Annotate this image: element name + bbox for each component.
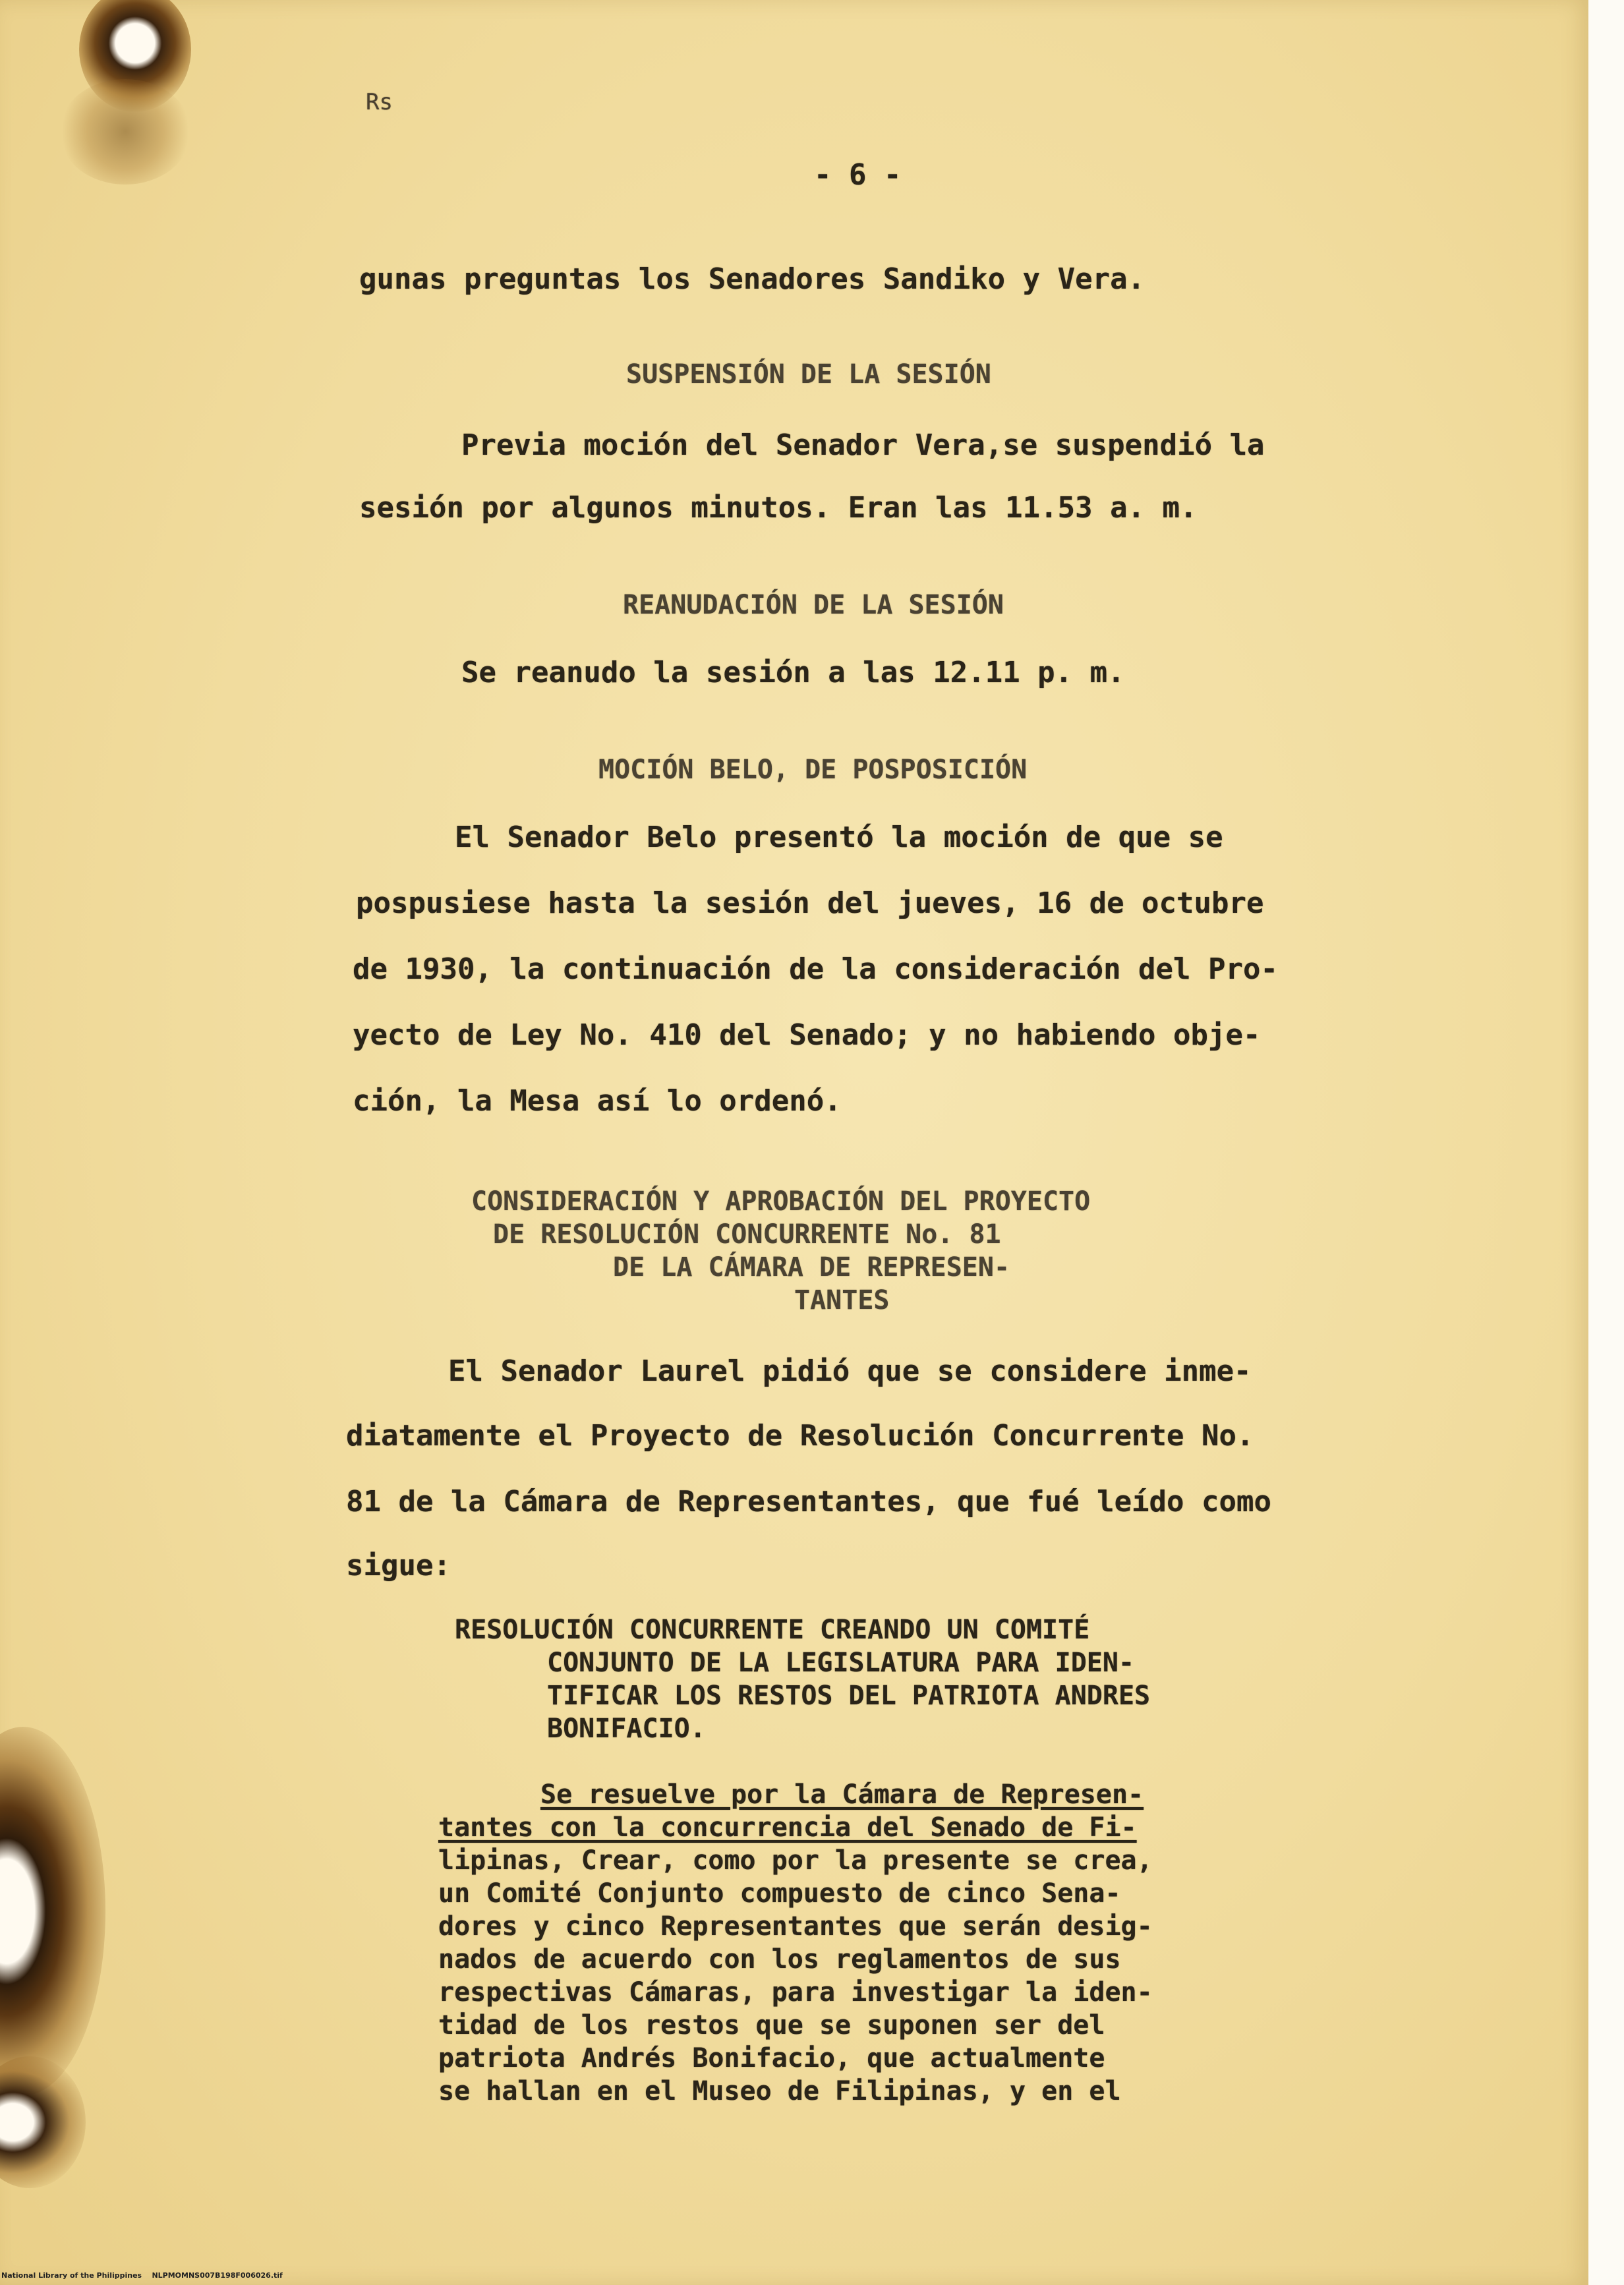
paragraph-line: pospusiese hasta la sesión del jueves, 16 de octubre: [356, 886, 1264, 920]
library-credit: National Library of the Philippines: [1, 2271, 142, 2280]
file-id: NLPMOMNS007B198F006026.tif: [152, 2271, 283, 2280]
section-heading: TANTES: [794, 1285, 890, 1316]
paragraph-line: El Senador Belo presentó la moción de que se: [455, 821, 1223, 854]
paragraph-line: yecto de Ley No. 410 del Senado; y no habiendo obje-: [353, 1018, 1261, 1052]
paragraph-line: Previa moción del Senador Vera,se suspendió la: [461, 428, 1265, 462]
burn-mark-left-lower: [0, 2056, 86, 2188]
burn-stain-top: [59, 79, 191, 185]
resolution-body-line: lipinas, Crear, como por la presente se crea,: [438, 1845, 1153, 1876]
resolution-body-line: se hallan en el Museo de Filipinas, y en el: [438, 2076, 1121, 2106]
resolution-body-line: nados de acuerdo con los reglamentos de sus: [438, 1944, 1121, 1975]
scan-footer: [1, 2271, 283, 2280]
paragraph-line: gunas preguntas los Senadores Sandiko y Vera.: [359, 262, 1146, 296]
scan-margin: [1588, 0, 1624, 2285]
resolution-body-line: tantes con la concurrencia del Senado de Fi-: [438, 1812, 1137, 1843]
resolution-body-line: patriota Andrés Bonifacio, que actualmente: [438, 2043, 1105, 2073]
paragraph-line: 81 de la Cámara de Representantes, que fué leído como: [346, 1485, 1271, 1519]
resolution-title-line: TIFICAR LOS RESTOS DEL PATRIOTA ANDRES: [547, 1681, 1151, 1711]
page-initials: Rs: [366, 89, 393, 115]
section-heading: DE RESOLUCIÓN CONCURRENTE No. 81: [493, 1219, 1001, 1250]
paragraph-line: sesión por algunos minutos. Eran las 11.53 a. m.: [359, 491, 1198, 525]
burn-mark-left: [0, 1727, 105, 2096]
page-number: - 6 -: [814, 158, 902, 192]
resolution-title-line: BONIFACIO.: [547, 1714, 706, 1744]
resolution-body-line: respectivas Cámaras, para investigar la iden-: [438, 1977, 1153, 2008]
section-heading: MOCIÓN BELO, DE POSPOSICIÓN: [598, 755, 1028, 785]
resolution-body-line: dores y cinco Representantes que serán desig-: [438, 1911, 1153, 1942]
resolution-body-line: un Comité Conjunto compuesto de cinco Sena-: [438, 1878, 1121, 1909]
section-heading: REANUDACIÓN DE LA SESIÓN: [623, 590, 1004, 620]
paragraph-line: ción, la Mesa así lo ordenó.: [353, 1084, 842, 1118]
paragraph-line: diatamente el Proyecto de Resolución Concurrente No.: [346, 1419, 1254, 1453]
resolution-body-line: Se resuelve por la Cámara de Represen-: [540, 1779, 1144, 1810]
resolution-title-line: RESOLUCIÓN CONCURRENTE CREANDO UN COMITÉ: [455, 1615, 1090, 1645]
paragraph-line: sigue:: [346, 1549, 451, 1582]
section-heading: SUSPENSIÓN DE LA SESIÓN: [626, 359, 991, 390]
paragraph-line: El Senador Laurel pidió que se considere inme-: [448, 1354, 1252, 1388]
resolution-title-line: CONJUNTO DE LA LEGISLATURA PARA IDEN-: [547, 1648, 1135, 1678]
section-heading: CONSIDERACIÓN Y APROBACIÓN DEL PROYECTO: [471, 1186, 1091, 1217]
section-heading: DE LA CÁMARA DE REPRESEN-: [613, 1252, 1010, 1283]
resolution-body-line: tidad de los restos que se suponen ser del: [438, 2010, 1105, 2040]
paragraph-line: de 1930, la continuación de la consideración del Pro-: [353, 952, 1278, 986]
paragraph-line: Se reanudo la sesión a las 12.11 p. m.: [461, 656, 1125, 689]
